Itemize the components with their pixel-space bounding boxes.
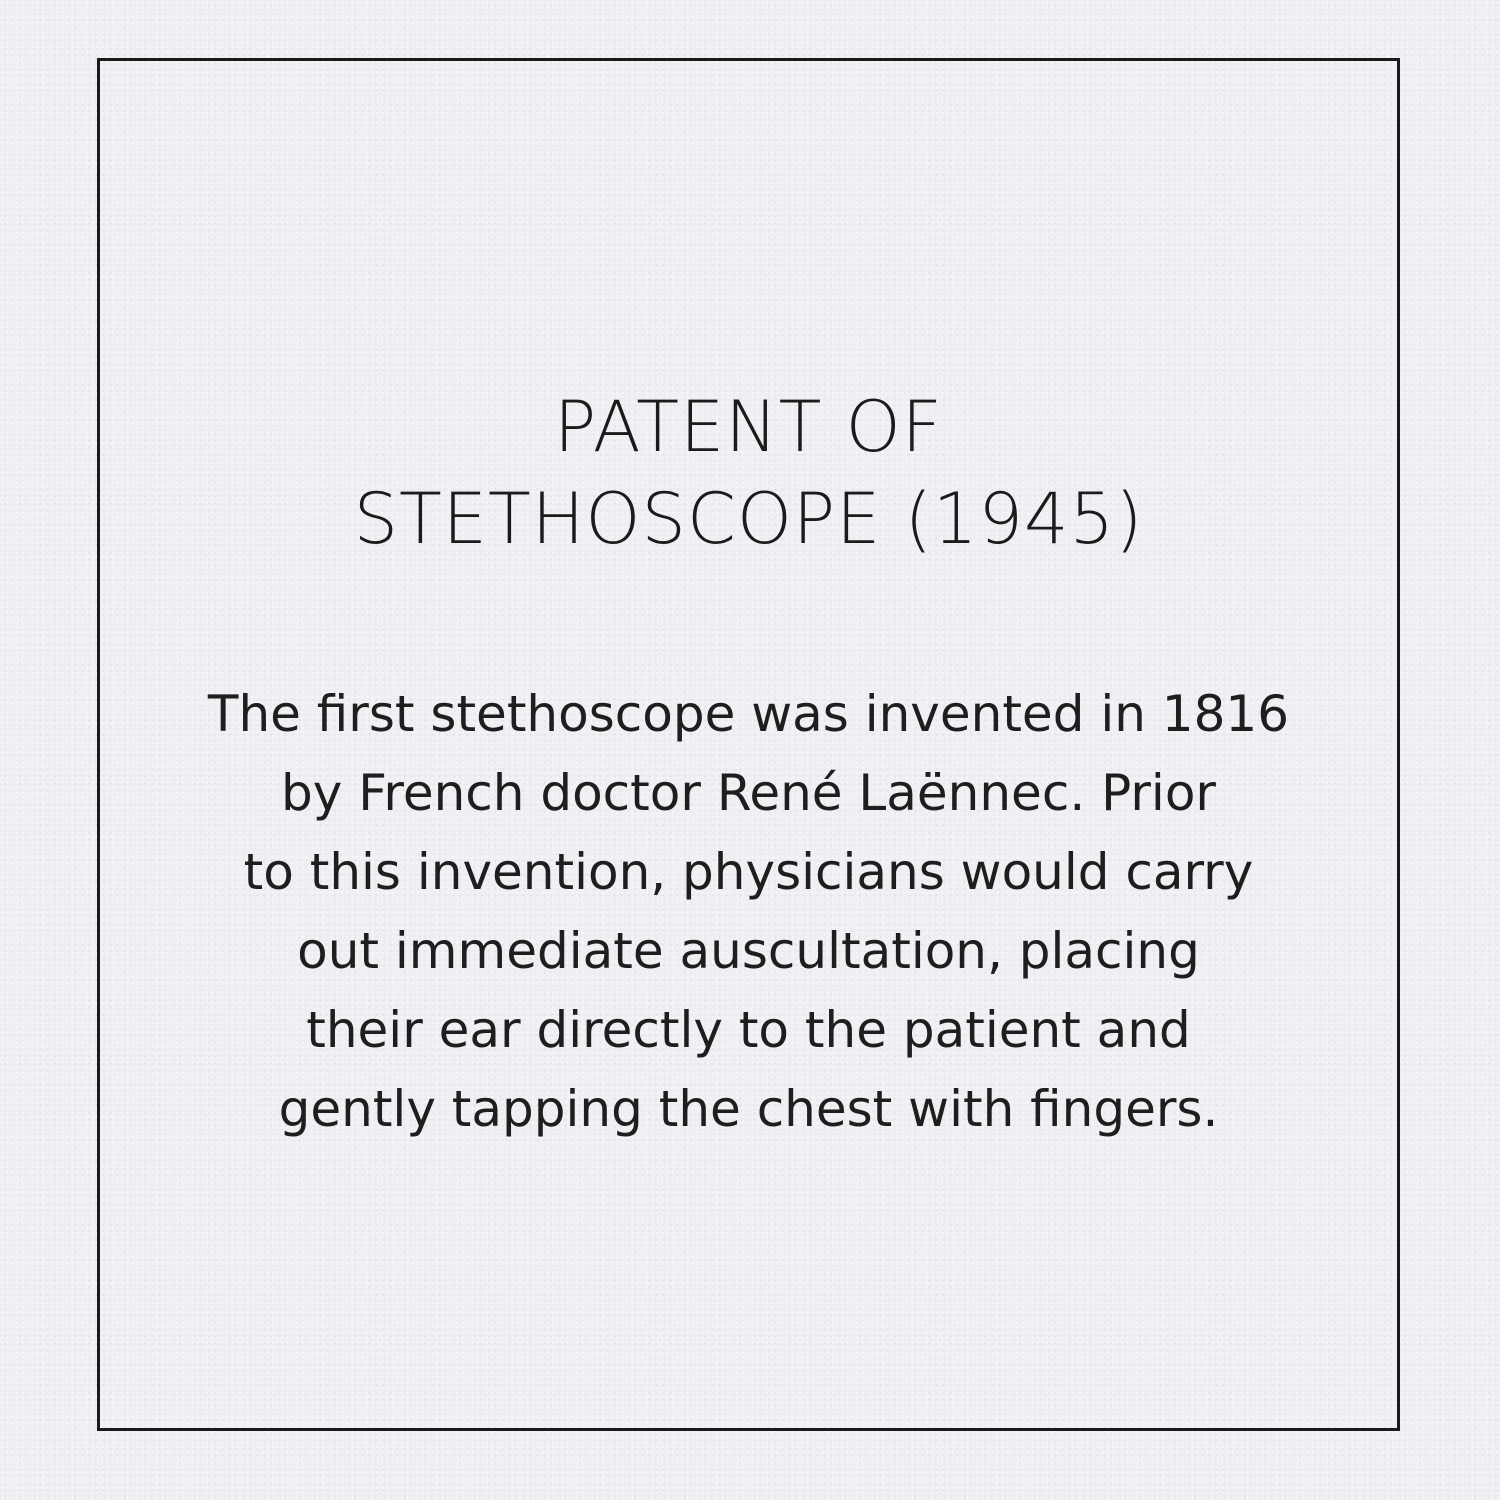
card-title — [100, 381, 1397, 565]
card-description — [100, 675, 1397, 1149]
description-line: The first stethoscope was invented in 1816 — [207, 685, 1290, 743]
description-line: out immediate auscultation, placing — [297, 922, 1200, 980]
description-line: their ear directly to the patient and — [306, 1001, 1191, 1059]
card-title-line: PATENT OF — [554, 386, 943, 468]
description-line: to this invention, physicians would carry — [243, 843, 1254, 901]
card-title-line: STETHOSCOPE (1945) — [353, 478, 1144, 560]
card-frame — [97, 58, 1400, 1431]
description-line: gently tapping the chest with fingers. — [278, 1080, 1219, 1138]
description-line: by French doctor René Laënnec. Prior — [281, 764, 1216, 822]
